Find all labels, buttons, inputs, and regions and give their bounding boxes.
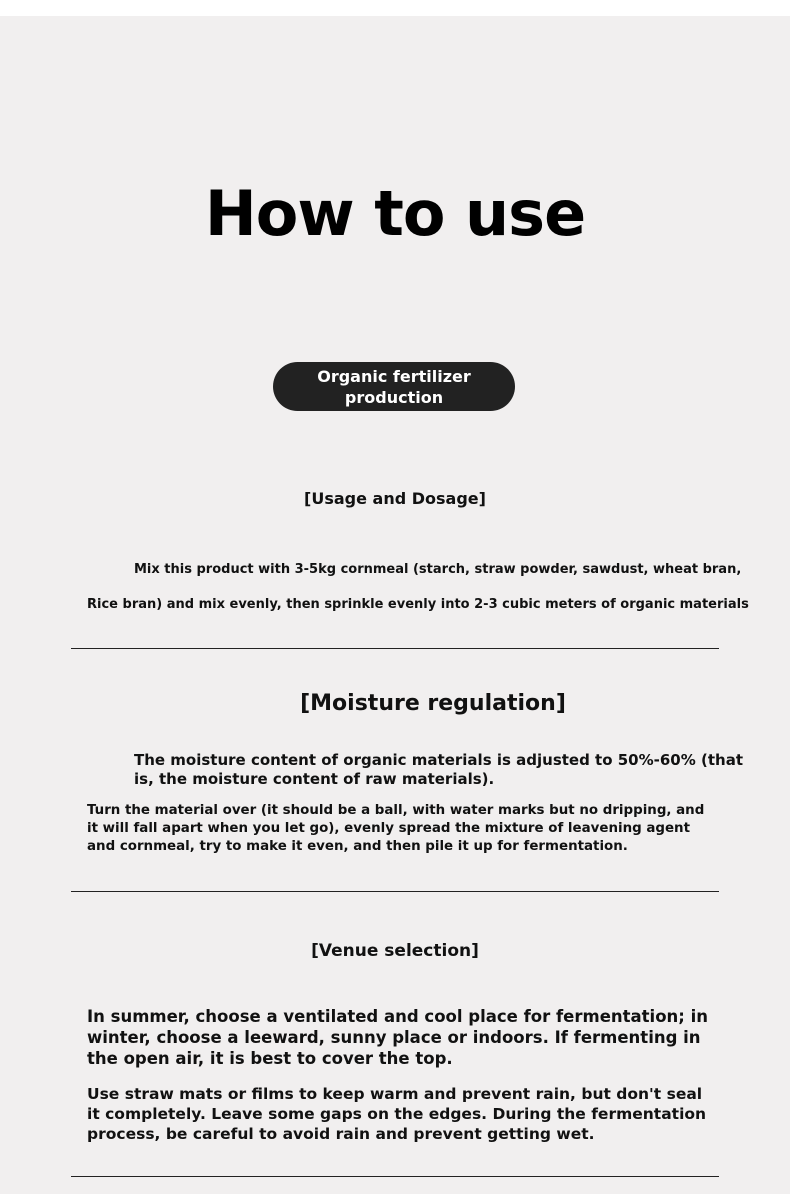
usage-line-2: Rice bran) and mix evenly, then sprinkle evenly into 2-3 cubic meters of organic materials xyxy=(87,597,749,612)
divider xyxy=(71,648,719,649)
usage-line-1: Mix this product with 3-5kg cornmeal (starch, straw powder, sawdust, wheat bran, xyxy=(134,562,742,577)
page-title: How to use xyxy=(204,177,586,250)
usage-heading: [Usage and Dosage] xyxy=(304,489,486,508)
section-pill xyxy=(273,362,515,411)
divider xyxy=(71,891,719,892)
moisture-heading: [Moisture regulation] xyxy=(300,691,566,716)
venue-paragraph-1: In summer, choose a ventilated and cool place for fermentation; in winter, choose a leeward, sunny place or indoors. If fermenting in the open air, it is best to cover the top. xyxy=(87,1007,709,1068)
divider xyxy=(71,1176,719,1177)
venue-heading: [Venue selection] xyxy=(311,941,479,961)
pill-label: Organic fertilizer production xyxy=(317,366,471,407)
venue-paragraph-2: Use straw mats or films to keep warm and prevent rain, but don't seal it completely. Leave some gaps on the edges. During the fermentation process, be careful to avoid rain and prevent getting wet. xyxy=(87,1085,707,1143)
moisture-body: Turn the material over (it should be a ball, with water marks but no dripping, and it will fall apart when you let go), evenly spread the mixture of leavening agent and cornmeal, try to make it even, and then pile it up for fermentation. xyxy=(87,803,705,854)
moisture-intro: The moisture content of organic materials is adjusted to 50%-60% (that is, the moisture content of raw materials). xyxy=(134,751,743,788)
